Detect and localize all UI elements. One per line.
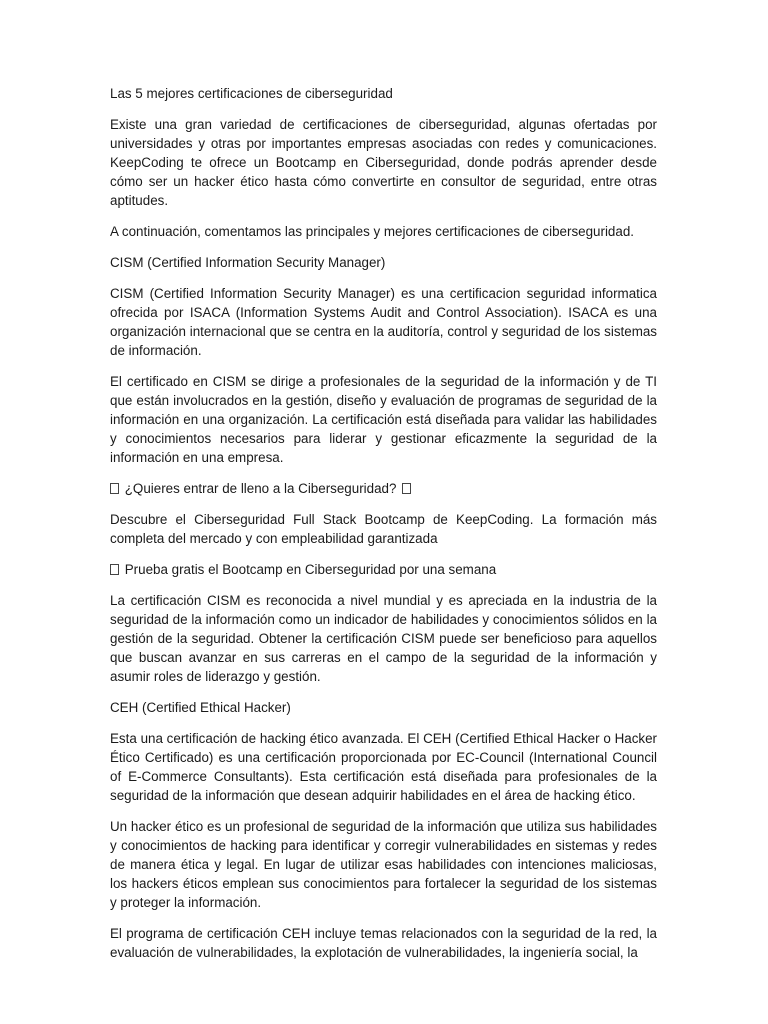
promo-question [110,479,657,498]
missing-glyph-icon [402,483,411,494]
lead-paragraph: A continuación, comentamos las principales y mejores certificaciones de ciberseguridad. [110,224,634,239]
promo-trial-text: Prueba gratis el Bootcamp en Ciberseguridad por una semana [124,562,497,577]
document-page [110,84,657,974]
missing-glyph-icon [110,564,119,575]
intro-paragraph: Existe una gran variedad de certificaciones de ciberseguridad, algunas ofertadas por universidades y otras por importantes empresas asociadas con redes y comunicaciones. KeepCoding te ofrece un Bootcamp en Ciberseguridad, donde podrás aprender desde cómo ser un hacker ético hasta cómo convertirte en consultor de seguridad, entre otras aptitudes. [110,117,657,208]
ceh-paragraph-3: El programa de certificación CEH incluye temas relacionados con la seguridad de la red, la evaluación de vulnerabilidades, la explotación de vulnerabilidades, la ingeniería social, la [110,926,657,960]
promo-trial [110,560,657,579]
cism-paragraph-2: El certificado en CISM se dirige a profesionales de la seguridad de la información y de TI que están involucrados en la gestión, diseño y evaluación de programas de seguridad de la información en una organización. La certificación está diseñada para validar las habilidades y conocimientos necesarios para liderar y gestionar eficazmente la seguridad de la información en una empresa. [110,374,657,465]
cism-paragraph-3: La certificación CISM es reconocida a nivel mundial y es apreciada en la industria de la seguridad de la información como un indicador de habilidades y conocimientos sólidos en la gestión de la seguridad. Obtener la certificación CISM puede ser beneficioso para aquellos que buscan avanzar en sus carreras en el campo de la seguridad de la información y asumir roles de liderazgo y gestión. [110,593,657,684]
cism-heading: CISM (Certified Information Security Manager) [110,255,386,270]
cism-paragraph-1: CISM (Certified Information Security Manager) es una certificacion seguridad informatica ofrecida por ISACA (Information Systems Audit and Control Association). ISACA es una organización internacional que se centra en la auditoría, control y seguridad de los sistemas de información. [110,286,657,358]
promo-question-text: ¿Quieres entrar de lleno a la Ciberseguridad? [124,481,397,496]
missing-glyph-icon [110,483,119,494]
ceh-paragraph-1: Esta una certificación de hacking ético avanzada. El CEH (Certified Ethical Hacker o Hacker Ético Certificado) es una certificación proporcionada por EC-Council (International Council of E-Commerce Consultants). Esta certificación está diseñada para profesionales de la seguridad de la información que desean adquirir habilidades en el área de hacking ético. [110,731,657,803]
document-title: Las 5 mejores certificaciones de ciberseguridad [110,86,393,101]
ceh-paragraph-2: Un hacker ético es un profesional de seguridad de la información que utiliza sus habilidades y conocimientos de hacking para identificar y corregir vulnerabilidades en sistemas y redes de manera ética y legal. En lugar de utilizar esas habilidades con intenciones maliciosas, los hackers éticos emplean sus conocimientos para fortalecer la seguridad de los sistemas y proteger la información. [110,819,657,910]
ceh-heading: CEH (Certified Ethical Hacker) [110,700,291,715]
promo-text: Descubre el Ciberseguridad Full Stack Bootcamp de KeepCoding. La formación más completa del mercado y con empleabilidad garantizada [110,512,657,546]
